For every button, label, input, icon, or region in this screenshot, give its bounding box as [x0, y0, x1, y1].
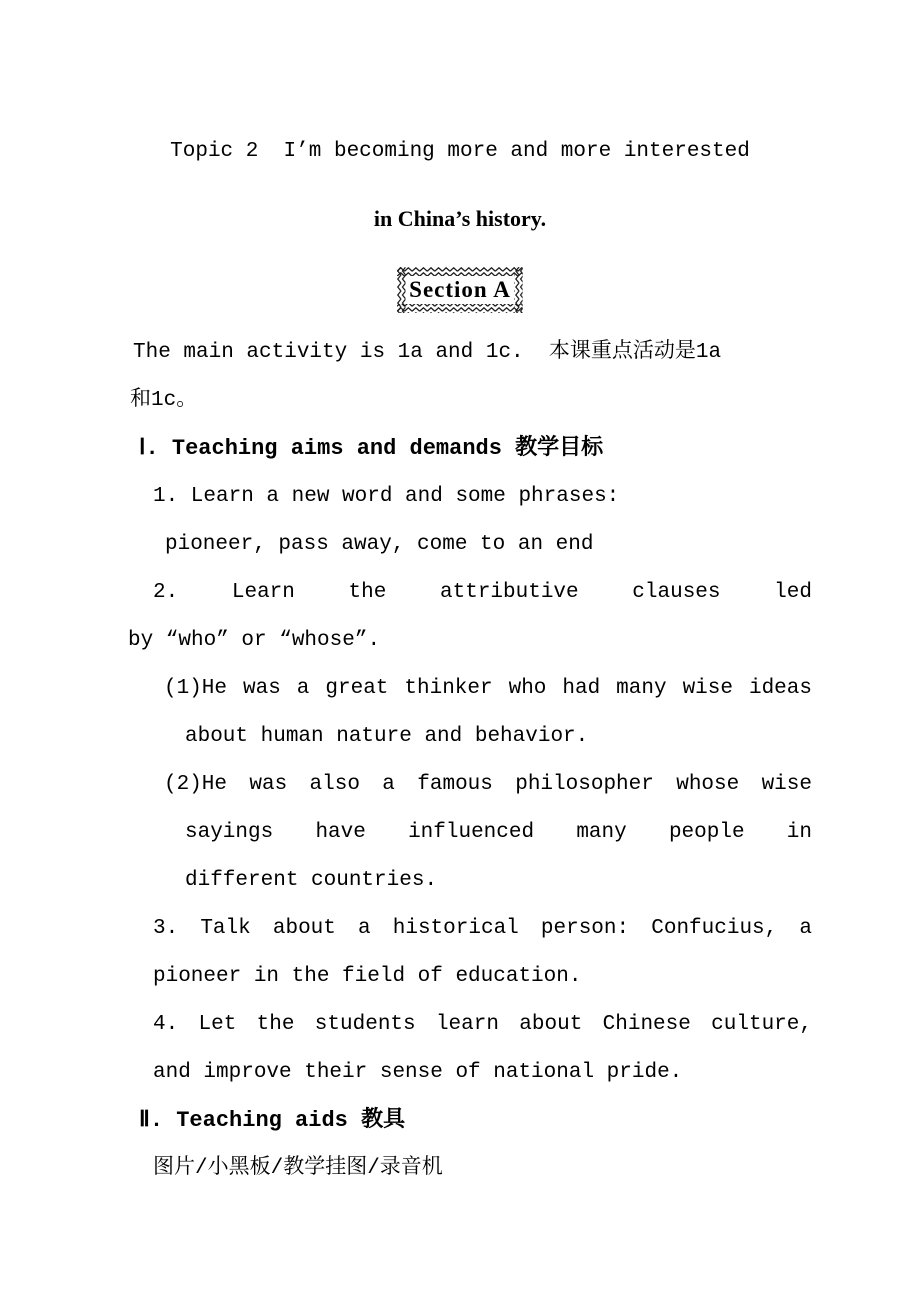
lesson-plan-content	[128, 329, 812, 1193]
aim1-line2-phrases: pioneer, pass away, come to an end	[165, 533, 594, 556]
aim4-line2: and improve their sense of national pride.	[153, 1061, 683, 1084]
section-a-label: Section A	[409, 277, 511, 302]
aim1-line1: 1. Learn a new word and some phrases:	[153, 485, 620, 508]
document-title-line1: Topic 2 I’m becoming more and more interested	[170, 140, 750, 163]
document-title-line2: in China’s history.	[373, 206, 547, 231]
aim2-example2-line1: (2)He was also a famous philosopher whose wise	[164, 773, 812, 796]
aim2-example2-line2: sayings have influenced many people in	[185, 821, 812, 844]
teaching-aids-heading: Ⅱ. Teaching aids 教具	[139, 1108, 406, 1133]
teaching-aims-heading: Ⅰ. Teaching aims and demands 教学目标	[139, 436, 604, 461]
aim4-line1: 4. Let the students learn about Chinese culture,	[153, 1013, 812, 1036]
aim2-example1-line1: (1)He was a great thinker who had many wise ideas	[164, 677, 812, 700]
section-badge-row	[0, 267, 920, 313]
section-a-badge	[397, 267, 523, 313]
aim2-line1: 2. Learn the attributive clauses led	[153, 581, 812, 604]
main-activity-line1: The main activity is 1a and 1c. 本课重点活动是1a	[133, 341, 722, 364]
aim2-example1-line2: about human nature and behavior.	[185, 725, 589, 748]
aim3-line2: pioneer in the field of education.	[153, 965, 582, 988]
aim2-line2: by “who” or “whose”.	[128, 629, 381, 652]
aim2-example2-line3: different countries.	[185, 869, 438, 892]
aim3-line1: 3. Talk about a historical person: Confucius, a	[153, 917, 812, 940]
teaching-aids-items: 图片/小黑板/教学挂图/录音机	[153, 1157, 443, 1180]
main-activity-line2: 和1c。	[130, 389, 198, 412]
